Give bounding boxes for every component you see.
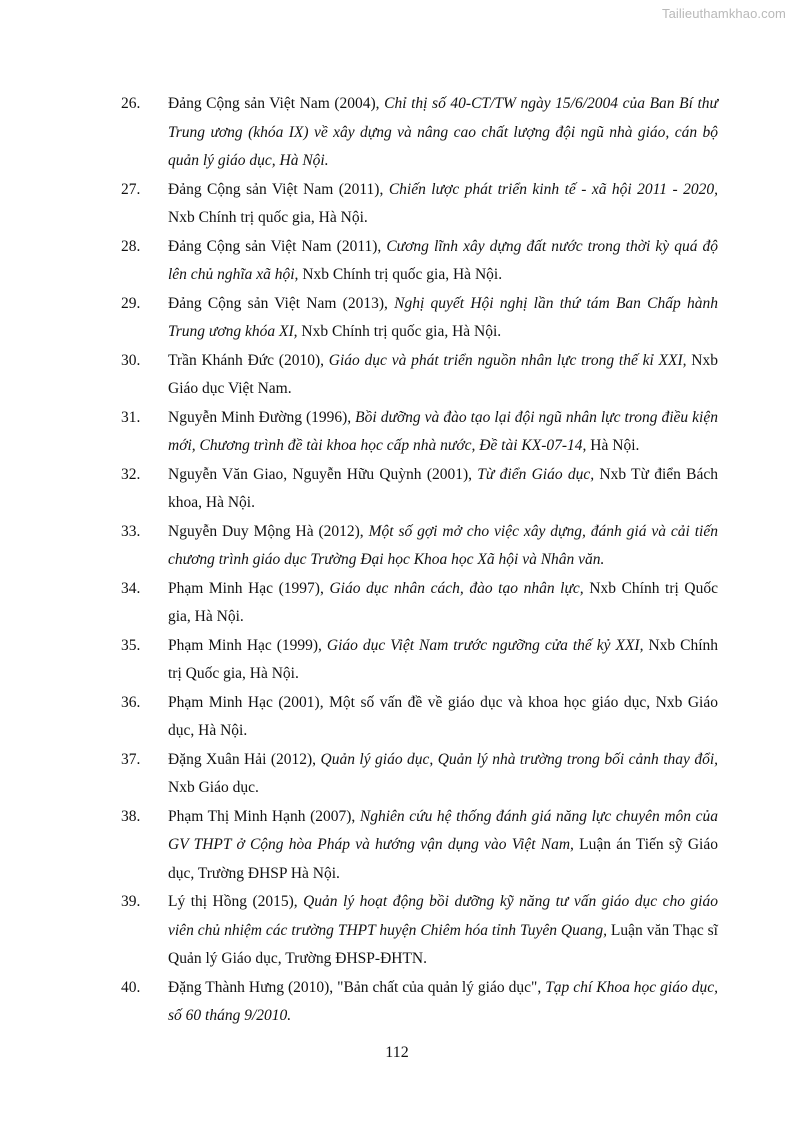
reference-text <box>168 575 718 632</box>
reference-segment: Nxb Chính trị quốc gia, Hà Nội. <box>298 266 503 283</box>
reference-item <box>121 90 718 176</box>
reference-segment: Lý thị Hồng (2015), <box>168 893 304 910</box>
reference-number: 38. <box>121 807 141 825</box>
reference-item <box>121 575 718 632</box>
reference-segment: Nxb Chính trị quốc gia, Hà Nội. <box>168 209 368 226</box>
reference-number: 29. <box>121 294 141 312</box>
reference-segment: Trần Khánh Đức (2010), <box>168 351 329 369</box>
reference-title: Giáo dục và phát triển nguồn nhân lực trong thế kỉ XXI, <box>328 351 687 369</box>
reference-item <box>121 347 718 404</box>
reference-title: Quản lý giáo dục, Quản lý nhà trường trong bối cảnh thay đổi, <box>320 750 718 768</box>
reference-segment: Hà Nội. <box>586 437 640 454</box>
page-number: 112 <box>385 1044 409 1061</box>
reference-segment: Nxb Chính trị Quốc gia, Hà Nội. <box>168 636 718 682</box>
reference-title: Chiến lược phát triển kinh tế - xã hội 2011 - 2020, <box>388 180 718 198</box>
reference-number: 40. <box>121 978 141 996</box>
reference-text <box>168 404 718 461</box>
reference-item <box>121 888 718 974</box>
reference-segment: Nxb Chính trị quốc gia, Hà Nội. <box>297 323 502 340</box>
reference-text <box>168 974 718 1031</box>
reference-segment: Đảng Cộng sản Việt Nam (2013), <box>168 294 395 312</box>
reference-item <box>121 746 718 803</box>
reference-number: 35. <box>121 636 141 654</box>
reference-segment: Đảng Cộng sản Việt Nam (2011), <box>168 180 389 198</box>
reference-number: 32. <box>121 465 141 483</box>
reference-text <box>168 233 718 290</box>
reference-segment: Đảng Cộng sản Việt Nam (2004), <box>168 95 385 112</box>
reference-text <box>168 518 718 575</box>
reference-number: 34. <box>121 579 141 597</box>
reference-text <box>168 746 718 803</box>
reference-title: Bồi dưỡng và đào tạo lại đội ngũ nhân lực trong điều kiện mới, Chương trình đề tài khoa học cấp nhà nước, Đề tài KX-07-14, <box>168 408 718 454</box>
reference-title: Cương lĩnh xây dựng đất nước trong thời kỳ quá độ lên chủ nghĩa xã hội, <box>168 237 718 283</box>
reference-title: Giáo dục Việt Nam trước ngưỡng cửa thế kỷ XXI, <box>326 636 644 654</box>
reference-segment: Luận án Tiến sỹ Giáo dục, Trường ĐHSP Hà Nội. <box>168 836 718 882</box>
reference-title: Một số gợi mở cho việc xây dựng, đánh giá và cải tiến chương trình giáo dục Trường Đại học Khoa học Xã hội và Nhân văn. <box>168 522 718 568</box>
reference-segment: Phạm Minh Hạc (1999), <box>168 636 327 654</box>
reference-number: 27. <box>121 180 141 198</box>
reference-segment: Đặng Thành Hưng (2010), "Bản chất của quản lý giáo dục", <box>168 978 546 996</box>
reference-text <box>168 689 718 746</box>
reference-number: 39. <box>121 893 141 910</box>
reference-number: 28. <box>121 237 141 255</box>
reference-item <box>121 404 718 461</box>
reference-segment: Nxb Giáo dục Việt Nam. <box>168 351 718 397</box>
reference-text <box>168 290 718 347</box>
reference-segment: Nxb Chính trị Quốc gia, Hà Nội. <box>168 579 719 625</box>
reference-segment: Đảng Cộng sản Việt Nam (2011), <box>168 237 387 255</box>
reference-segment: Nguyễn Văn Giao, Nguyễn Hữu Quỳnh (2001), <box>168 465 478 483</box>
reference-number: 33. <box>121 522 141 540</box>
reference-item <box>121 803 718 889</box>
reference-segment: Luận văn Thạc sĩ Quản lý Giáo dục, Trường ĐHSP-ĐHTN. <box>168 921 718 967</box>
reference-text <box>168 347 718 404</box>
reference-number: 36. <box>121 693 141 711</box>
reference-item <box>121 974 718 1031</box>
reference-title: Giáo dục nhân cách, đào tạo nhân lực, <box>329 579 584 597</box>
reference-item <box>121 461 718 518</box>
reference-item <box>121 689 718 746</box>
reference-title: Nghiên cứu hệ thống đánh giá năng lực chuyên môn của GV THPT ở Cộng hòa Pháp và hướng vận dụng vào Việt Nam, <box>168 807 718 853</box>
reference-item <box>121 176 718 233</box>
reference-text <box>168 888 718 974</box>
reference-title: Quản lý hoạt động bồi dưỡng kỹ năng tư vấn giáo dục cho giáo viên chủ nhiệm các trường THPT huyện Chiêm hóa tỉnh Tuyên Quang, <box>168 893 718 939</box>
reference-list <box>121 90 718 1031</box>
reference-number: 31. <box>121 408 141 426</box>
reference-segment: Nxb Giáo dục. <box>168 779 259 796</box>
watermark: Tailieuthamkhao.com <box>661 6 786 21</box>
reference-title: Tạp chí Khoa học giáo dục, số 60 tháng 9/2010. <box>168 978 718 1024</box>
reference-segment: Nguyễn Duy Mộng Hà (2012), <box>168 522 369 540</box>
reference-number: 37. <box>121 750 141 768</box>
reference-number: 26. <box>121 95 141 112</box>
reference-segment: Nxb Từ điển Bách khoa, Hà Nội. <box>168 465 718 511</box>
reference-segment: Phạm Minh Hạc (2001), Một số vấn đề về giáo dục và khoa học giáo dục, Nxb Giáo dục, Hà Nội. <box>168 693 718 739</box>
reference-text <box>168 803 718 889</box>
reference-item <box>121 518 718 575</box>
reference-text <box>168 632 718 689</box>
reference-text <box>168 461 718 518</box>
reference-title: Từ điển Giáo dục, <box>477 465 595 483</box>
reference-text <box>168 90 718 176</box>
reference-number: 30. <box>121 351 141 369</box>
reference-item <box>121 632 718 689</box>
reference-title: Chỉ thị số 40-CT/TW ngày 15/6/2004 của Ban Bí thư Trung ương (khóa IX) về xây dựng và nâng cao chất lượng đội ngũ nhà giáo, cán bộ quản lý giáo dục, Hà Nội. <box>168 95 718 169</box>
reference-text <box>168 176 718 233</box>
reference-item <box>121 233 718 290</box>
reference-segment: Đặng Xuân Hải (2012), <box>168 750 321 768</box>
reference-title: Nghị quyết Hội nghị lần thứ tám Ban Chấp hành Trung ương khóa XI, <box>168 294 718 340</box>
reference-segment: Nguyễn Minh Đường (1996), <box>168 408 356 426</box>
reference-segment: Phạm Minh Hạc (1997), <box>168 579 330 597</box>
reference-item <box>121 290 718 347</box>
reference-segment: Phạm Thị Minh Hạnh (2007), <box>168 807 360 825</box>
